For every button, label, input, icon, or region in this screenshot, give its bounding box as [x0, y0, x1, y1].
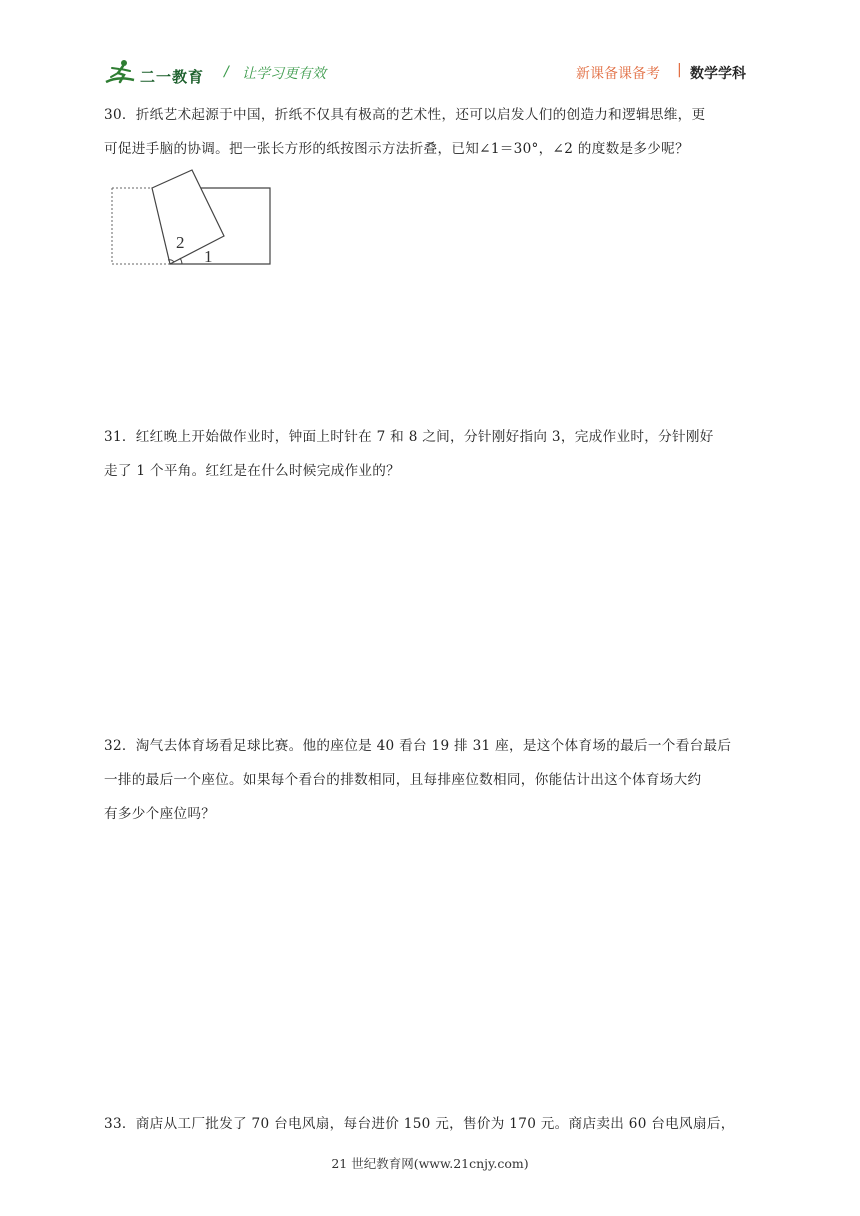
slogan: 让学习更有效 — [242, 66, 326, 82]
question-line: 31．红红晚上开始做作业时，钟面上时针在 7 和 8 之间，分针刚好指向 3，完成作业时，分针刚好 — [104, 429, 714, 445]
logo — [104, 58, 216, 86]
runner-logo-icon — [104, 58, 140, 86]
question-line: 32．淘气去体育场看足球比赛。他的座位是 40 看台 19 排 31 座，是这个体育场的最后一个看台最后 — [104, 738, 732, 754]
page-footer: 21 世纪教育网(www.21cnjy.com) — [331, 1156, 529, 1171]
subject-label: 数学学科 — [690, 66, 746, 82]
folded-paper-figure — [108, 168, 278, 272]
angle-1-label: 1 — [204, 247, 213, 266]
question-line: 可促进手脑的协调。把一张长方形的纸按图示方法折叠，已知∠1＝30°，∠2 的度数是多少呢？ — [104, 141, 689, 157]
tagline: 新课备课备考 — [576, 66, 660, 82]
question-line: 走了 1 个平角。红红是在什么时候完成作业的？ — [104, 463, 401, 479]
question-30 — [104, 98, 760, 166]
question-line: 33．商店从工厂批发了 70 台电风扇，每台进价 150 元，售价为 170 元。商店卖出 60 台电风扇后， — [104, 1116, 735, 1132]
header-separator: | — [677, 62, 682, 78]
question-line: 30．折纸艺术起源于中国，折纸不仅具有极高的艺术性，还可以启发人们的创造力和逻辑思维，更 — [104, 107, 706, 123]
question-line: 有多少个座位吗？ — [104, 806, 216, 822]
logo-text: 二一教育 — [140, 68, 205, 86]
question-33 — [104, 1107, 760, 1141]
question-31 — [104, 420, 760, 488]
page-header — [100, 54, 760, 92]
angle-2-label: 2 — [176, 233, 185, 252]
question-line: 一排的最后一个座位。如果每个看台的排数相同，且每排座位数相同，你能估计出这个体育场大约 — [104, 772, 702, 788]
slogan-slash: / — [224, 64, 229, 80]
question-32 — [104, 729, 760, 831]
